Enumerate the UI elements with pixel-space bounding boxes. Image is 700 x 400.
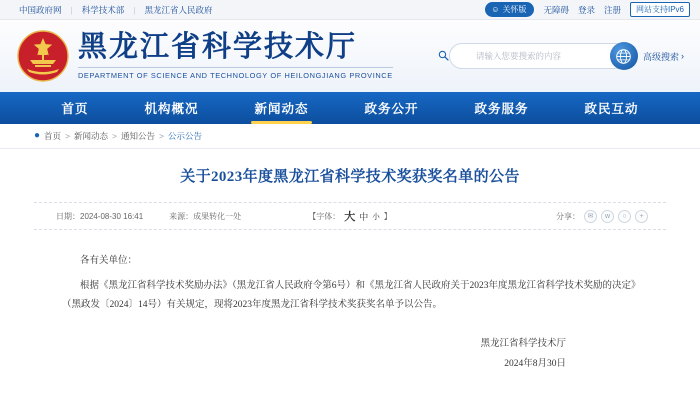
page-title: 关于2023年度黑龙江省科学技术奖获奖名单的公告 — [180, 169, 520, 185]
nav-item-disclosure[interactable]: 政务公开 — [364, 102, 419, 116]
more-icon[interactable]: + — [635, 210, 648, 223]
breadcrumb — [32, 124, 668, 148]
signature-date: 2024年8月30日 — [504, 358, 566, 369]
signature-org: 黑龙江省科学技术厅 — [480, 339, 566, 349]
top-links-group — [10, 4, 221, 16]
search-icon — [438, 50, 449, 63]
top-actions-group — [485, 2, 690, 17]
barrier-free-link[interactable]: 无障碍 — [543, 4, 569, 15]
nav-item-about[interactable]: 机构概况 — [144, 102, 199, 116]
site-title-cn: 黑龙江省科学技术厅 — [78, 31, 358, 64]
article — [32, 149, 668, 375]
font-size-large-button[interactable]: 大 — [344, 211, 356, 223]
font-size-label-end: 】 — [383, 211, 392, 221]
login-link[interactable]: 登录 — [577, 4, 595, 15]
top-link-separator: | — [133, 4, 136, 15]
breadcrumb-bar — [0, 124, 700, 149]
national-emblem-icon — [16, 29, 70, 83]
weibo-icon[interactable]: w — [601, 210, 614, 223]
location-pin-icon: ● — [34, 130, 41, 141]
search-wrapper — [438, 43, 635, 69]
globe-icon[interactable] — [610, 42, 638, 70]
chevron-right-icon: › — [681, 51, 684, 61]
font-size-medium-button[interactable]: 中 — [359, 211, 369, 222]
care-version-button[interactable] — [485, 2, 534, 17]
publish-date: 日期：2024-08-30 16:41 — [56, 211, 144, 221]
main-nav — [0, 92, 700, 124]
nav-item-home[interactable]: 首页 — [61, 102, 89, 116]
top-link-most[interactable]: 科学技术部 — [81, 4, 125, 15]
ipv6-badge: 网站支持IPv6 — [630, 2, 690, 17]
user-accessibility-icon: ☺ — [491, 4, 500, 14]
breadcrumb-separator: > — [112, 131, 118, 141]
font-size-label: 【字体： — [308, 211, 341, 221]
breadcrumb-item-notices[interactable]: 通知公告 — [121, 131, 156, 141]
breadcrumb-item-home[interactable]: 首页 — [44, 131, 62, 141]
site-titles — [78, 32, 393, 79]
breadcrumb-separator: > — [65, 131, 71, 141]
share-controls — [556, 210, 648, 223]
article-signature — [62, 335, 638, 375]
wechat-icon[interactable]: ✉ — [584, 210, 597, 223]
breadcrumb-separator: > — [159, 131, 164, 141]
font-size-small-button[interactable]: 小 — [372, 211, 380, 221]
nav-item-services[interactable]: 政务服务 — [474, 102, 529, 116]
share-label: 分享： — [556, 211, 580, 221]
article-body — [34, 230, 666, 375]
top-link-separator: | — [70, 4, 73, 15]
advanced-search-label: 高级搜索 — [642, 51, 679, 62]
top-link-gov[interactable]: 中国政府网 — [19, 4, 62, 15]
care-version-label: 关怀版 — [502, 5, 527, 14]
register-link[interactable]: 注册 — [603, 4, 621, 15]
article-paragraph-1: 根据《黑龙江省科学技术奖励办法》（黑龙江省人民政府令第6号）和《黑龙江省人民政府关于2023年度黑龙江省科学技术奖励的决定》（黑政发〔2024〕14号）有关规定，现将2023年度黑龙江省科学技术奖获奖名单予以公告。 — [62, 281, 636, 310]
article-source: 来源：成果转化一处 — [169, 211, 242, 221]
article-paragraph-salutation: 各有关单位： — [80, 256, 138, 266]
nav-item-news[interactable]: 新闻动态 — [226, 92, 336, 124]
qq-icon[interactable]: ○ — [618, 210, 631, 223]
search-input[interactable]: 请输入您要搜索的内容 — [449, 43, 635, 69]
article-meta — [34, 202, 666, 230]
top-utility-bar — [0, 0, 700, 20]
breadcrumb-item-news[interactable]: 新闻动态 — [74, 131, 109, 141]
nav-item-interaction[interactable]: 政民互动 — [584, 102, 639, 116]
header-search-area — [438, 43, 684, 69]
breadcrumb-item-current: 公示公告 — [168, 131, 203, 141]
site-title-en: DEPARTMENT OF SCIENCE AND TECHNOLOGY OF HEILONGJIANG PROVINCE — [78, 67, 393, 80]
font-size-controls — [308, 208, 392, 224]
top-link-province-gov[interactable]: 黑龙江省人民政府 — [144, 4, 213, 15]
advanced-search-link[interactable] — [643, 50, 684, 63]
site-header — [0, 20, 700, 92]
